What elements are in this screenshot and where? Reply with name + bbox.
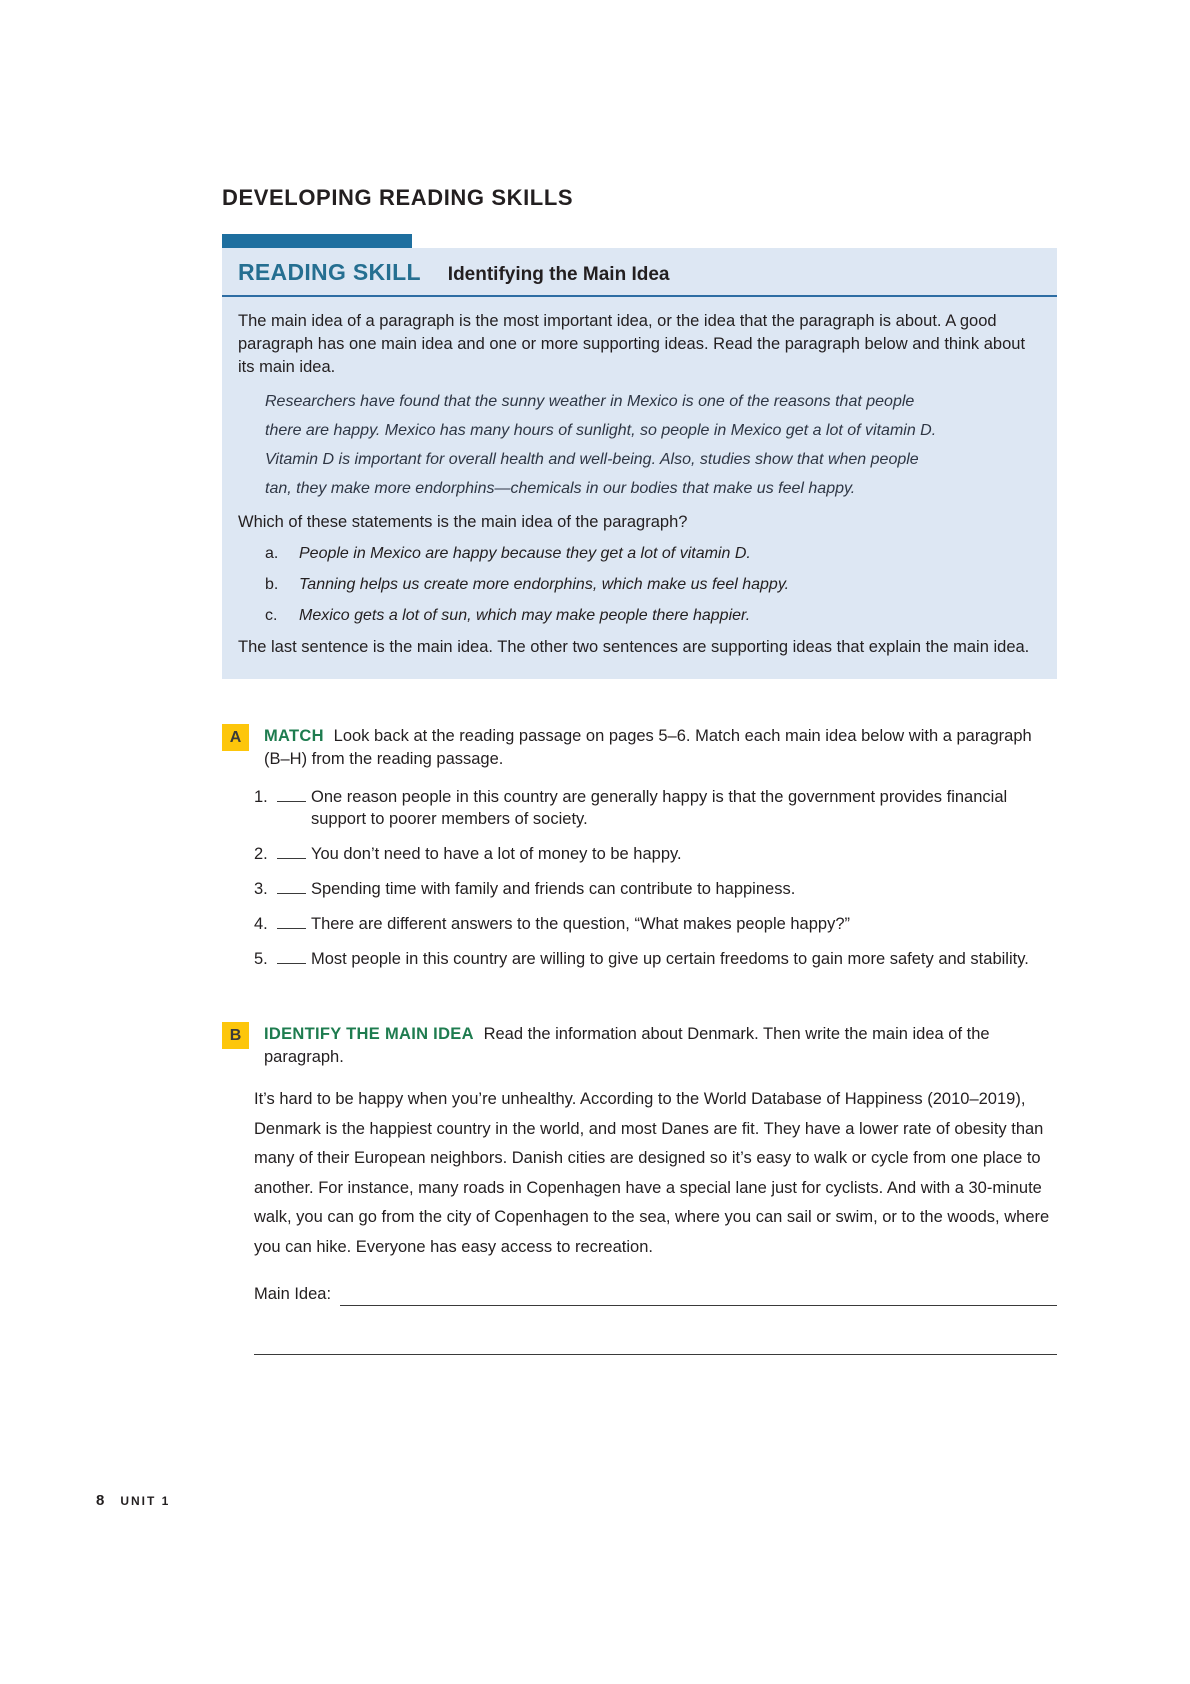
match-item-number: 4.: [254, 915, 268, 933]
exercise-a-instruction-text: Look back at the reading passage on pages 5–6. Match each main idea below with a paragraph (B–H) from the reading passage.: [264, 727, 1032, 768]
option-letter: a.: [265, 545, 279, 562]
main-idea-answer-line-2[interactable]: [254, 1354, 1057, 1355]
exercise-b-content: [254, 1021, 1057, 1355]
exercise-a-content: [254, 723, 1057, 983]
example-paragraph: Researchers have found that the sunny weather in Mexico is one of the reasons that people there are happy. Mexico has many hours of sunlight, so people in Mexico get a lot of vitamin D. Vitamin D is important for overall health and well-being. Also, studies show that when people tan, they make more endorphins—chemicals in our bodies that make us feel happy.: [265, 393, 937, 497]
main-idea-answer-row: [254, 1283, 1057, 1306]
main-idea-label: Main Idea:: [254, 1285, 332, 1303]
option-letter: b.: [265, 576, 279, 593]
skill-conclusion: The last sentence is the main idea. The other two sentences are supporting ideas that explain the main idea.: [238, 638, 1030, 656]
match-item-text: One reason people in this country are generally happy is that the government provides financial support to poorer members of society.: [311, 788, 1008, 828]
skill-question: Which of these statements is the main idea of the paragraph?: [238, 513, 688, 531]
exercise-b-badge: B: [222, 1022, 249, 1049]
exercise-a-instructions: [264, 725, 1057, 771]
exercise-a-match: [222, 723, 1057, 983]
exercise-b-label: IDENTIFY THE MAIN IDEA: [264, 1025, 474, 1043]
page-footer: [96, 1492, 170, 1509]
match-answer-blank[interactable]: [277, 843, 306, 859]
reading-skill-box: [222, 248, 1057, 679]
match-answer-blank[interactable]: [277, 878, 306, 894]
denmark-passage: It’s hard to be happy when you’re unhealthy. According to the World Database of Happiness (2010–2019), Denmark is the happiest country in the world, and most Danes are fit. They have a lower rate of obesity than many of their European neighbors. Danish cities are designed so it’s easy to walk or cycle from one place to another. For instance, many roads in Copenhagen have a special lane just for cyclists. And with a 30-minute walk, you can go from the city of Copenhagen to the sea, where you can sail or swim, or to the woods, where you can hike. Everyone has easy access to recreation.: [254, 1090, 1050, 1256]
match-item: [254, 843, 1057, 865]
skill-box-header: [222, 248, 1057, 297]
exercise-b-instructions: [264, 1023, 1057, 1069]
match-item-number: 5.: [254, 950, 268, 968]
match-answer-blank[interactable]: [277, 948, 306, 964]
skill-box-label: READING SKILL: [238, 259, 421, 285]
exercise-b-instruction-text: Read the information about Denmark. Then write the main idea of the paragraph.: [264, 1025, 990, 1066]
option-text: Tanning helps us create more endorphins, which make us feel happy.: [299, 576, 790, 593]
match-item-text: You don’t need to have a lot of money to be happy.: [311, 845, 682, 863]
exercise-a-label: MATCH: [264, 727, 324, 745]
option-letter: c.: [265, 607, 278, 624]
skill-intro-text: The main idea of a paragraph is the most important idea, or the idea that the paragraph is about. A good paragraph has one main idea and one or more supporting ideas. Read the paragraph below and think about its main idea.: [238, 312, 1026, 376]
answer-option: [265, 574, 1040, 595]
match-item-number: 3.: [254, 880, 268, 898]
match-item-text: Most people in this country are willing to give up certain freedoms to gain more safety and stability.: [311, 950, 1029, 968]
match-item-number: 2.: [254, 845, 268, 863]
match-items-list: [254, 786, 1057, 970]
option-text: Mexico gets a lot of sun, which may make people there happier.: [299, 607, 751, 624]
footer-page-number: 8: [96, 1492, 105, 1509]
match-answer-blank[interactable]: [277, 786, 306, 802]
answer-option: [265, 605, 1040, 626]
footer-unit-label: UNIT 1: [120, 1494, 171, 1508]
skill-box-title: Identifying the Main Idea: [447, 264, 670, 285]
match-item-text: Spending time with family and friends can contribute to happiness.: [311, 880, 796, 898]
match-item-number: 1.: [254, 788, 268, 806]
skill-box-body: [222, 297, 1057, 679]
match-item-text: There are different answers to the question, “What makes people happy?”: [311, 915, 850, 933]
match-item: [254, 878, 1057, 900]
match-item: [254, 948, 1057, 970]
skill-box-accent-bar: [222, 234, 412, 248]
page-title: DEVELOPING READING SKILLS: [222, 185, 574, 210]
main-idea-answer-line-1[interactable]: [340, 1289, 1057, 1306]
match-item: [254, 913, 1057, 935]
match-item: [254, 786, 1057, 830]
answer-options-list: [265, 543, 1040, 626]
answer-option: [265, 543, 1040, 564]
match-answer-blank[interactable]: [277, 913, 306, 929]
exercise-a-badge: A: [222, 724, 249, 751]
option-text: People in Mexico are happy because they get a lot of vitamin D.: [299, 545, 751, 562]
exercise-b-identify-main-idea: [222, 1021, 1057, 1355]
